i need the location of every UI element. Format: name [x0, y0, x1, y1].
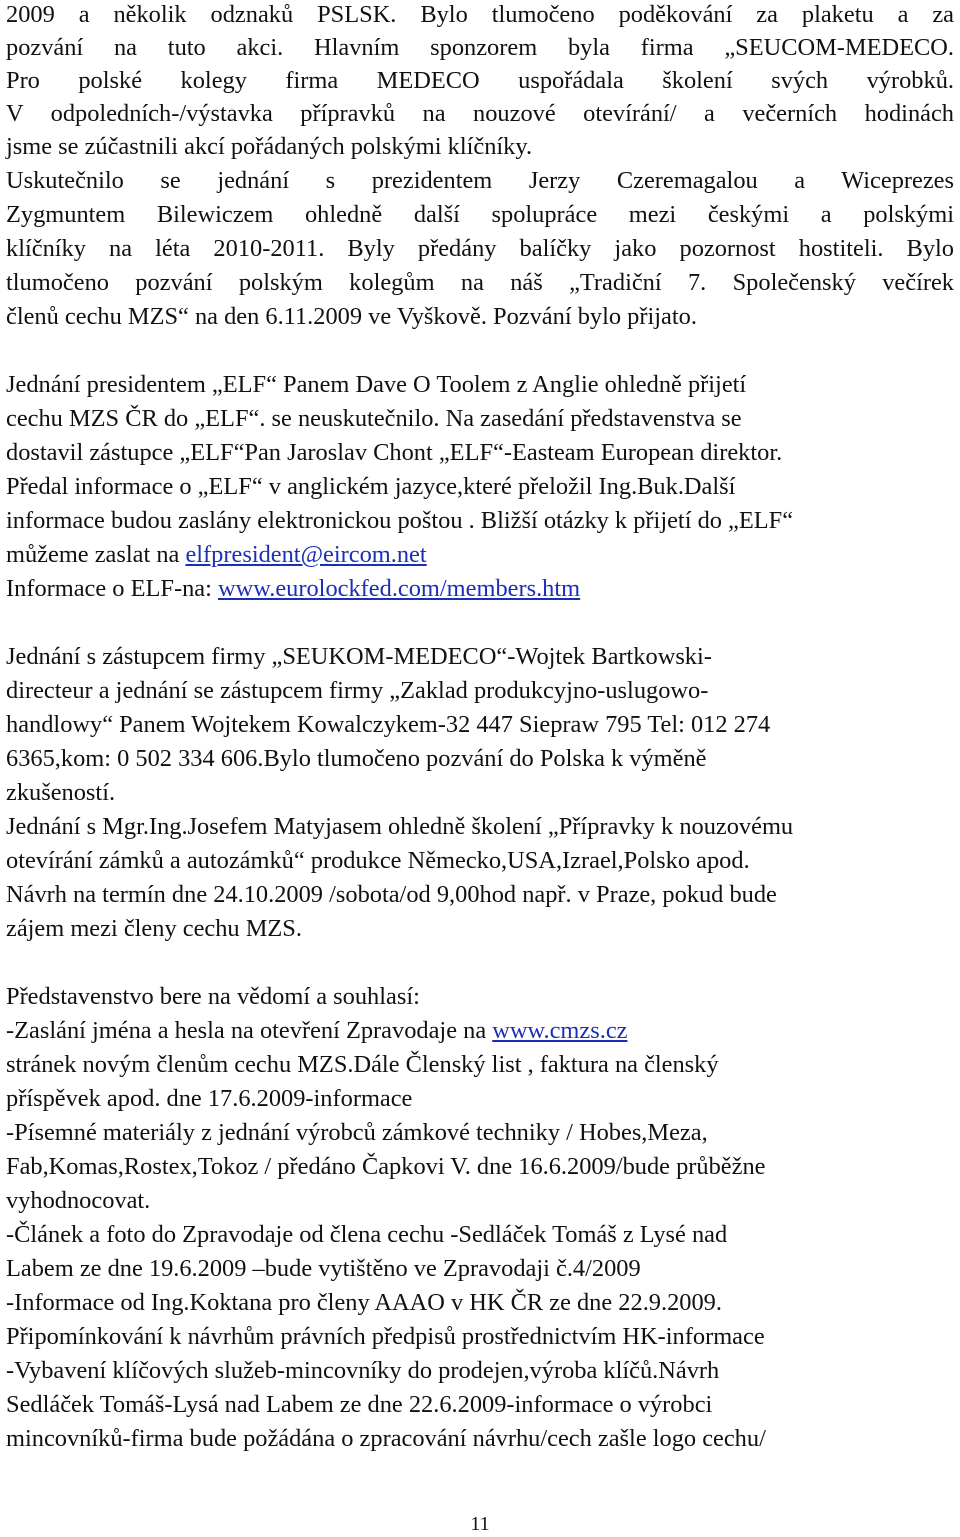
cmzs-link[interactable]: www.cmzs.cz — [492, 1017, 628, 1044]
text-line: -Písemné materiály z jednání výrobců zámkové techniky / Hobes,Meza, — [6, 1119, 708, 1146]
text-line: členů cechu MZS“ na den 6.11.2009 ve Vyškově. Pozvání bylo přijato. — [6, 303, 697, 330]
text-line: Představenstvo bere na vědomí a souhlasí: — [6, 983, 420, 1010]
link-prefix: -Zaslání jména a hesla na otevření Zpravodaje na — [6, 1017, 493, 1044]
text-line: Jednání presidentem „ELF“ Panem Dave O Toolem z Anglie ohledně přijetí — [6, 371, 747, 398]
text-line: directeur a jednání se zástupcem firmy „Zaklad produkcyjno-uslugowo- — [6, 677, 709, 704]
text-line — [6, 538, 427, 572]
text-line: cechu MZS ČR do „ELF“. se neuskutečnilo. Na zasedání představenstva se — [6, 405, 742, 432]
text-line: informace budou zaslány elektronickou poštou . Bližší otázky k přijetí do „ELF“ — [6, 507, 794, 534]
text-line: mincovníků-firma bude požádána o zpracování návrhu/cech zašle logo cechu/ — [6, 1425, 766, 1452]
text-line: otevírání zámků a autozámků“ produkce Německo,USA,Izrael,Polsko apod. — [6, 847, 750, 874]
text-line: jsme se zúčastnili akcí pořádaných polskými klíčníky. — [6, 133, 533, 160]
text-line: zkušeností. — [6, 779, 116, 806]
text-line: příspěvek apod. dne 17.6.2009-informace — [6, 1085, 413, 1112]
text-line: Předal informace o „ELF“ v anglickém jazyce,které přeložil Ing.Buk.Další — [6, 473, 736, 500]
email-link[interactable]: elfpresident@eircom.net — [185, 541, 427, 568]
text-line: Labem ze dne 19.6.2009 –bude vytištěno ve Zpravodaji č.4/2009 — [6, 1255, 641, 1282]
page-number: 11 — [470, 1513, 490, 1535]
text-line: pozvání na tuto akci. Hlavním sponzorem byla firma „SEUCOM-MEDECO. — [6, 34, 954, 61]
web-prefix: Informace o ELF-na: — [6, 575, 218, 602]
text-line: handlowy“ Panem Wojtekem Kowalczykem-32 447 Siepraw 795 Tel: 012 274 — [6, 711, 771, 738]
text-line: V odpoledních-/výstavka přípravků na nouzové otevírání/ a večerních hodinách — [6, 100, 954, 127]
text-line: zájem mezi členy cechu MZS. — [6, 915, 302, 942]
website-link[interactable]: www.eurolockfed.com/members.htm — [217, 575, 581, 602]
text-line: klíčníky na léta 2010-2011. Byly předány balíčky jako pozornost hostiteli. Bylo — [6, 235, 954, 262]
text-line: vyhodnocovat. — [6, 1187, 151, 1214]
text-line: Připomínkování k návrhům právních předpisů prostřednictvím HK-informace — [6, 1323, 765, 1350]
text-line: Návrh na termín dne 24.10.2009 /sobota/od 9,00hod např. v Praze, pokud bude — [6, 881, 777, 908]
text-line: -Vybavení klíčových služeb-mincovníky do prodejen,výroba klíčů.Návrh — [6, 1357, 720, 1384]
text-line: -Informace od Ing.Koktana pro členy AAAO v HK ČR ze dne 22.9.2009. — [6, 1289, 722, 1316]
text-line: Sedláček Tomáš-Lysá nad Labem ze dne 22.6.2009-informace o výrobci — [6, 1391, 713, 1418]
text-line — [6, 572, 580, 606]
text-line: 6365,kom: 0 502 334 606.Bylo tlumočeno pozvání do Polska k výměně — [6, 745, 707, 772]
text-line: Uskutečnilo se jednání s prezidentem Jerzy Czeremagalou a Wiceprezes — [6, 167, 954, 194]
text-line: 2009 a několik odznaků PSLSK. Bylo tlumočeno poděkování za plaketu a za — [6, 1, 954, 28]
text-line — [6, 1014, 627, 1048]
text-line: Jednání s zástupcem firmy „SEUKOM-MEDECO“-Wojtek Bartkowski- — [6, 643, 712, 670]
text-line: dostavil zástupce „ELF“Pan Jaroslav Chont „ELF“-Easteam European direktor. — [6, 439, 783, 466]
text-line: Jednání s Mgr.Ing.Josefem Matyjasem ohledně školení „Přípravky k nouzovému — [6, 813, 794, 840]
text-line: stránek novým členům cechu MZS.Dále Členský list , faktura na členský — [6, 1051, 719, 1078]
text-line: Zygmuntem Bilewiczem ohledně další spolupráce mezi českými a polskými — [6, 201, 954, 228]
text-line: Pro polské kolegy firma MEDECO uspořádala školení svých výrobků. — [6, 67, 954, 94]
text-line: -Článek a foto do Zpravodaje od člena cechu -Sedláček Tomáš z Lysé nad — [6, 1221, 728, 1248]
text-line: Fab,Komas,Rostex,Tokoz / předáno Čapkovi V. dne 16.6.2009/bude průběžne — [6, 1153, 766, 1180]
text-line: tlumočeno pozvání polským kolegům na náš „Tradiční 7. Společenský večírek — [6, 269, 954, 296]
email-prefix: můžeme zaslat na — [6, 541, 186, 568]
